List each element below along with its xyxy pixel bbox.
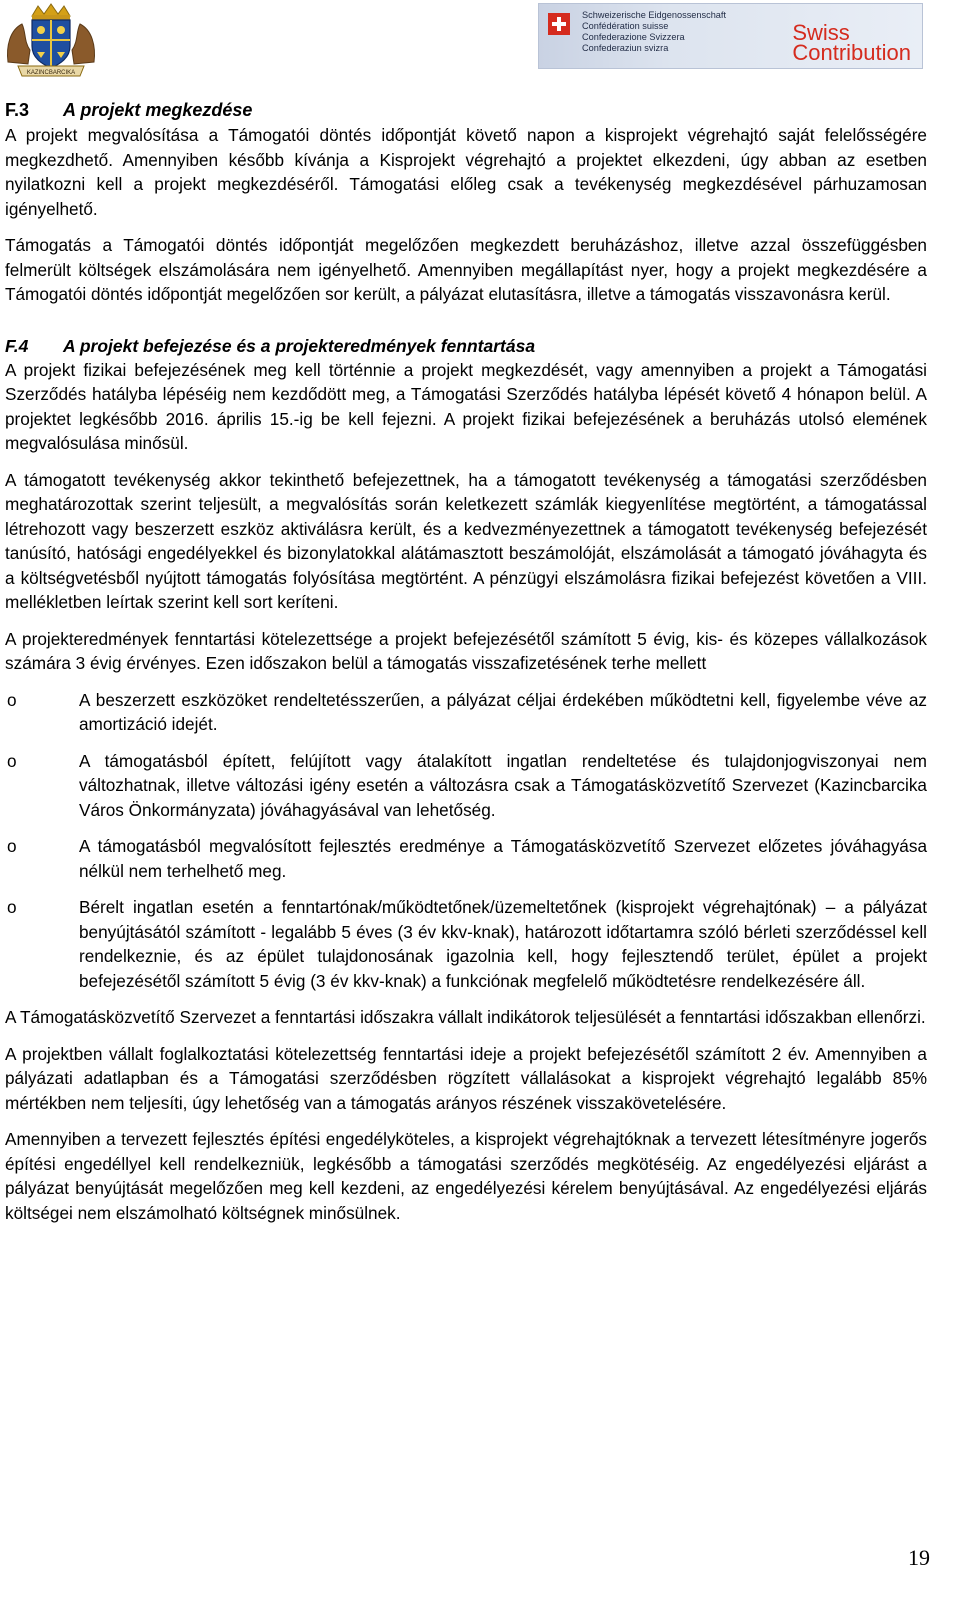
section-number: F.3 [5,100,30,120]
section-number: F.4 [5,335,29,356]
swiss-word: Swiss [792,20,850,45]
paragraph: A projekt fizikai befejezésének meg kell történnie a projekt megkezdését, vagy amennyiben a projekt a Támogatási Szerződés hatályba lépéséig nem kezdődött meg, a Támogatási Szerződés hatályba lépését követő 4 hónapon belül. A projektet legkésőbb 2016. április 15.-ig be kell fejezni. A projekt fizikai befejezésének a beruházás utolsó elemének megvalósulása minősül. [5,359,927,453]
list-item-text: A beszerzett eszközöket rendeltetésszerűen, a pályázat céljai érdekében működtetni kell, figyelembe véve az amortizáció idejét. [79,689,927,734]
swiss-line: Confederazione Svizzera [582,32,685,42]
crest-banner-text: KAZINCBARCIKA [26,70,76,76]
list-item-text: A támogatásból megvalósított fejlesztés eredménye a Támogatásközvetítő Szervezet előzetes jóváhagyása nélkül nem terhelhető meg. [79,836,927,881]
swiss-line: Schweizerische Eidgenossenschaft [582,10,727,20]
paragraph: A Támogatásközvetítő Szervezet a fenntartási időszakra vállalt indikátorok teljesülését a fenntartási időszakban ellenőrzi. [5,1007,926,1027]
paragraph: Amennyiben a tervezett fejlesztés építési engedélyköteles, a kisprojekt végrehajtóknak a tervezett létesítményre jogerős építési engedéllyel kell rendelkezniük, legkésőbb a támogatási szerződés megkötéséig. Az engedélyezési eljárást a pályázat benyújtását megelőzően meg kell kezdeni, az engedélyezési kérelem benyújtásával. Az engedélyezési eljárás költségei nem elszámolható költségnek minősülnek. [5,1129,927,1223]
paragraph: A projektben vállalt foglalkoztatási kötelezettség fenntartási ideje a projekt befejezésétől számított 2 év. Amennyiben a pályázati adatlapban és a Támogatási szerződésben rögzített vállalásokat a kisprojekt végrehajtó legalább 85% mértékben nem teljesíti, úgy lehetőség van a támogatás arányos részének visszakövetelésére. [5,1043,927,1113]
swiss-contribution-logo [538,3,923,69]
list-item [5,895,927,993]
swiss-confederation-names [582,10,726,54]
bullet-marker: o [7,897,17,917]
paragraph: Támogatás a Támogatói döntés időpontját megelőzően megkezdett beruházáshoz, illetve azzal összefüggésben felmerült költségek elszámolására nem igényelhető. Amennyiben megállapítást nyer, hogy a projekt megkezdésére a Támogatói döntés időpontját megelőzően sor került, a pályázat elutasításra, illetve a támogatás visszavonásra kerül. [5,235,927,304]
list-item [5,688,927,737]
swiss-flag-icon [548,13,570,35]
swiss-line: Confédération suisse [582,21,669,31]
bullet-marker: o [7,836,17,856]
list-item-text: Bérelt ingatlan esetén a fenntartónak/működtetőnek/üzemeltetőnek (kisprojekt végrehajtónak) – a pályázat benyújtásától számított - legalább 5 éves (3 év kkv-knak), határozott időtartamra szóló bérleti szerződéssel kell rendelkeznie, és az épület tulajdonosának igazolnia kell, hogy fejlesztendő terület, épület a projekt befejezésétől számított 5 évig (3 év kkv-knak) a funkciónak megfelelő működtetésre rendelkezésére áll. [79,897,927,991]
section-title: A projekt befejezése és a projekteredmények fenntartása [63,335,536,356]
section-heading-f4 [5,334,927,358]
page-number: 19 [908,1545,930,1570]
section-heading-f3 [5,98,927,123]
list-item [5,834,927,883]
swiss-line: Confederaziun svizra [582,43,669,53]
contribution-word: Contribution [792,40,911,65]
section-title: A projekt megkezdése [63,100,253,120]
paragraph: A projekteredmények fenntartási kötelezettsége a projekt befejezésétől számított 5 évig, kis- és közepes vállalkozások számára 3 évig érvényes. Ezen időszakon belül a támogatás visszafizetésének terhe mellett [5,628,927,673]
city-crest-logo [4,2,98,78]
bullet-list [5,688,927,994]
paragraph: A támogatott tevékenység akkor tekinthető befejezettnek, ha a támogatott tevékenység a támogatási szerződésben meghatározottak szerint teljesült, a megvalósítás során keletkezett számlák kiegyenlítése megtörtént, a támogatással létrehozott vagy beszerzett eszköz aktiválásra került, és a kedvezményezettnek a támogatott tevékenység befejezését tanúsító, hatósági engedélyekkel és bizonylatokkal alátámasztott beszámolóját, elszámolását a támogató jóváhagyta és a költségvetésből nyújtott támogatás folyósítása megtörtént. A pénzügyi elszámolásra fizikai befejezést követően a VIII. mellékletben leírtak szerint kell sort keríteni. [5,469,927,612]
swiss-contribution-wordmark [792,20,911,65]
paragraph: A projekt megvalósítása a Támogatói döntés időpontját követő napon a kisprojekt végrehajtó saját felelősségére megkezdhető. Amennyiben később kívánja a Kisprojekt végrehajtó a projektet elkezdeni, úgy abban az esetben nyilatkozni kell a projekt megkezdéséről. Támogatási előleg csak a tevékenység megkezdésével párhuzamosan igényelhető. [5,125,927,219]
list-item-text: A támogatásból épített, felújított vagy átalakított ingatlan rendeltetése és tulajdonjogviszonyai nem változhatnak, illetve változási igény esetén a változásra csak a Támogatásközvetítő Szervezet (Kazincbarcika Város Önkormányzata) jóváhagyásával van lehetőség. [79,750,927,820]
list-item [5,749,927,823]
document-body [5,98,927,1225]
bullet-marker: o [7,689,17,710]
bullet-marker: o [7,750,17,771]
